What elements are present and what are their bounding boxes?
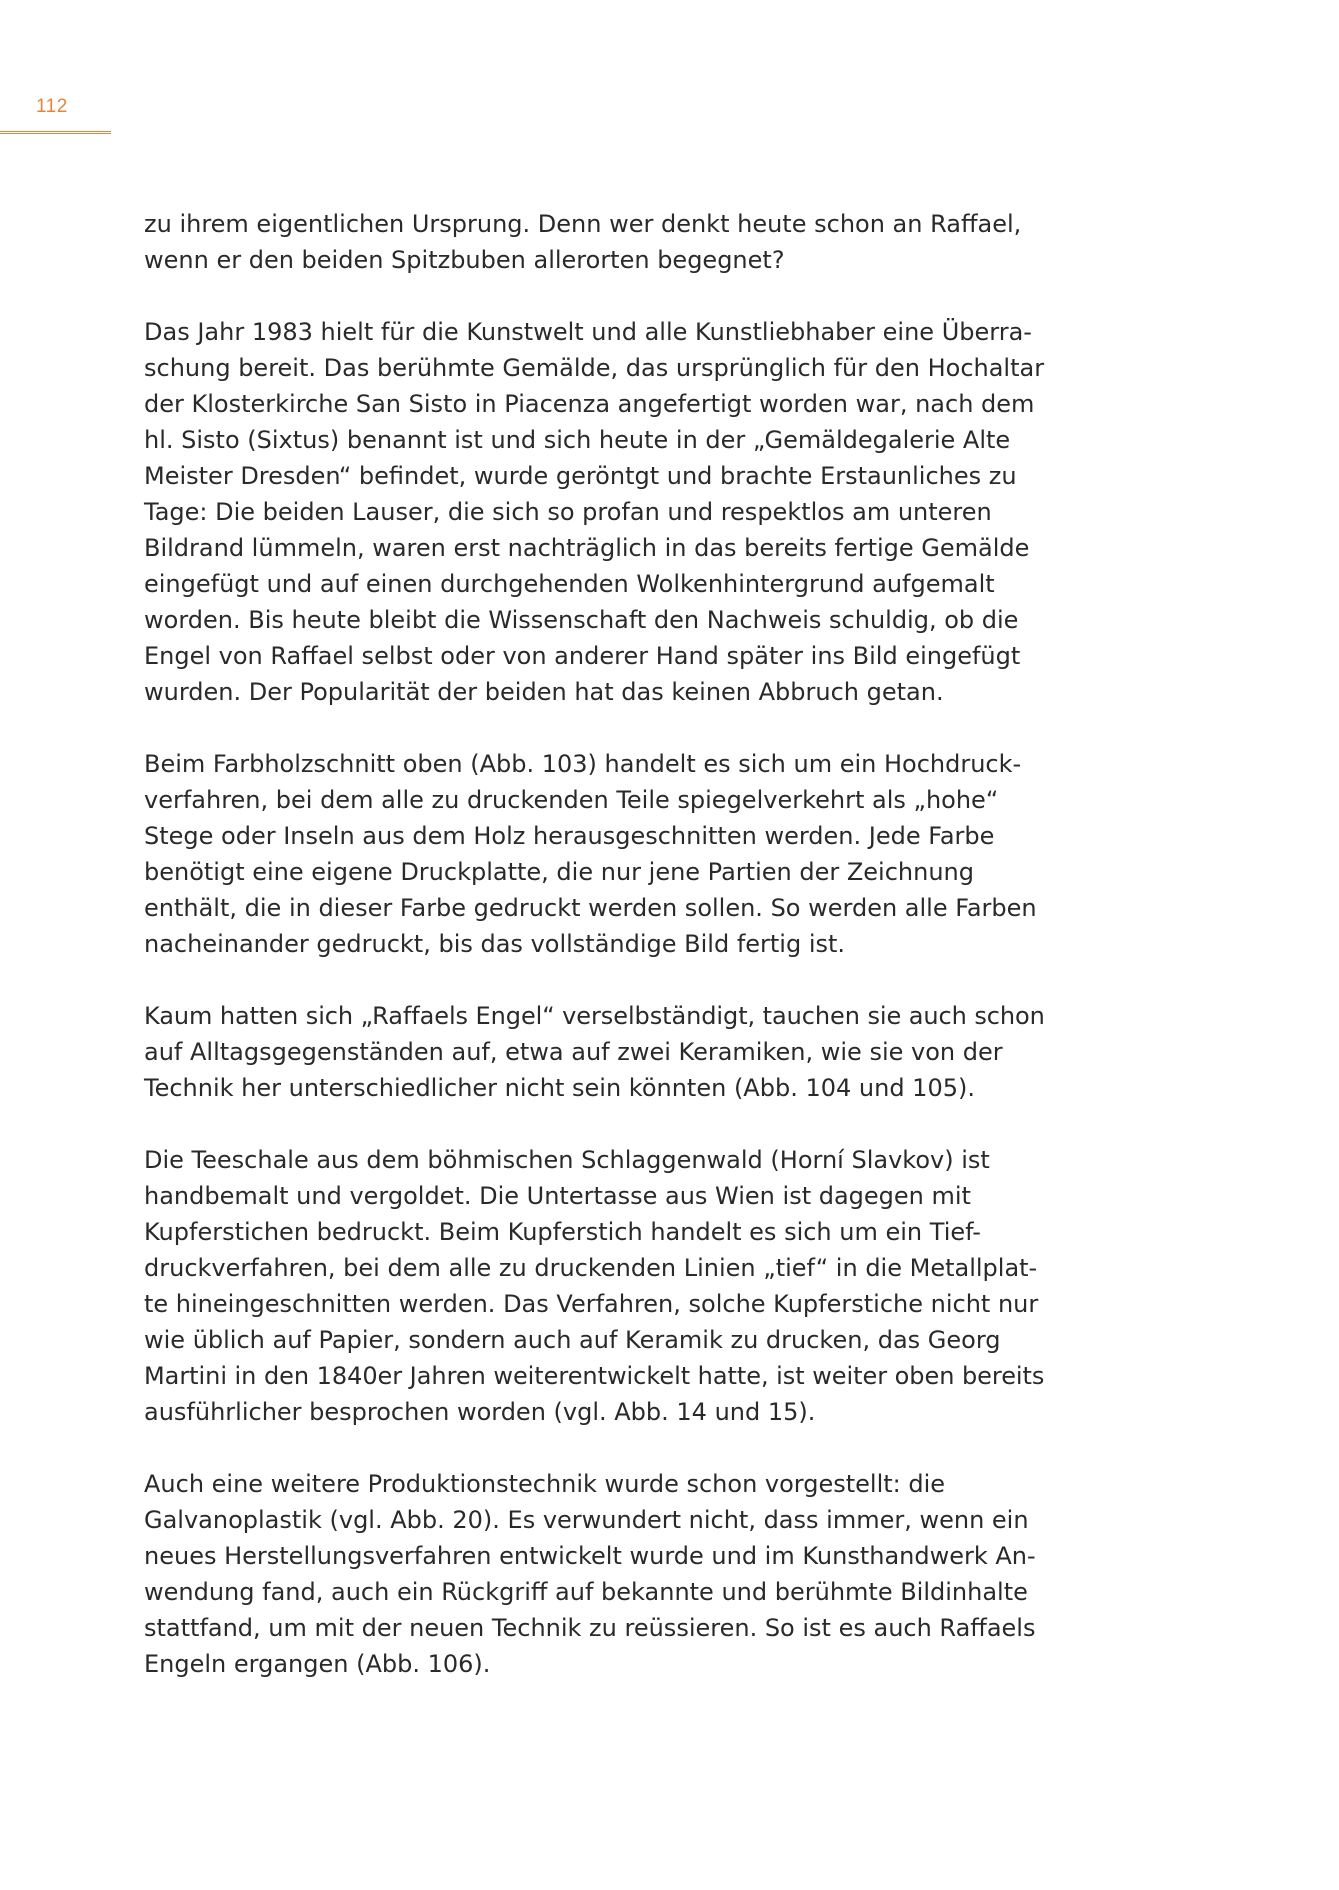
text-line: eingefügt und auf einen durchgehenden Wolkenhintergrund aufgemalt [144,570,995,598]
text-line: Technik her unterschiedlicher nicht sein könnten (Abb. 104 und 105). [144,1074,975,1102]
text-line: Die Teeschale aus dem böhmischen Schlaggenwald (Horní Slavkov) ist [144,1146,990,1174]
text-line: ausführlicher besprochen worden (vgl. Abb. 14 und 15). [144,1398,816,1426]
text-line: Engeln ergangen (Abb. 106). [144,1650,491,1678]
text-line: der Klosterkirche San Sisto in Piacenza angefertigt worden war, nach dem [144,390,1035,418]
text-line: Engel von Raffael selbst oder von anderer Hand später ins Bild eingefügt [144,642,1021,670]
text-line: druckverfahren, bei dem alle zu druckenden Linien „tief“ in die Metallplat- [144,1254,1038,1282]
text-line: verfahren, bei dem alle zu druckenden Teile spiegelverkehrt als „hohe“ [144,786,999,814]
body-text [144,206,1044,1718]
text-line: handbemalt und vergoldet. Die Untertasse aus Wien ist dagegen mit [144,1182,971,1210]
paragraph [144,746,1044,962]
text-line: zu ihrem eigentlichen Ursprung. Denn wer denkt heute schon an Raffael, [144,210,1022,238]
text-line: Galvanoplastik (vgl. Abb. 20). Es verwundert nicht, dass immer, wenn ein [144,1506,1029,1534]
text-line: enthält, die in dieser Farbe gedruckt werden sollen. So werden alle Farben [144,894,1037,922]
text-line: nacheinander gedruckt, bis das vollständige Bild fertig ist. [144,930,846,958]
text-line: wie üblich auf Papier, sondern auch auf Keramik zu drucken, das Georg [144,1326,1001,1354]
text-line: te hineingeschnitten werden. Das Verfahren, solche Kupferstiche nicht nur [144,1290,1039,1318]
text-line: Martini in den 1840er Jahren weiterentwickelt hatte, ist weiter oben bereits [144,1362,1045,1390]
text-line: wenn er den beiden Spitzbuben allerorten begegnet? [144,246,785,274]
text-line: stattfand, um mit der neuen Technik zu reüssieren. So ist es auch Raffaels [144,1614,1036,1642]
paragraph [144,314,1044,710]
text-line: neues Herstellungsverfahren entwickelt wurde und im Kunsthandwerk An- [144,1542,1036,1570]
text-line: hl. Sisto (Sixtus) benannt ist und sich heute in der „Gemäldegalerie Alte [144,426,1011,454]
text-line: benötigt eine eigene Druckplatte, die nur jene Partien der Zeichnung [144,858,974,886]
page-number: 112 [36,96,68,117]
paragraph [144,206,1044,278]
text-line: Beim Farbholzschnitt oben (Abb. 103) handelt es sich um ein Hochdruck- [144,750,1022,778]
text-line: Das Jahr 1983 hielt für die Kunstwelt und alle Kunstliebhaber eine Überra- [144,318,1032,346]
paragraph [144,1142,1044,1430]
text-line: Tage: Die beiden Lauser, die sich so profan und respektlos am unteren [144,498,992,526]
text-line: Auch eine weitere Produktionstechnik wurde schon vorgestellt: die [144,1470,946,1498]
paragraph [144,998,1044,1106]
text-line: Kupferstichen bedruckt. Beim Kupferstich handelt es sich um ein Tief- [144,1218,981,1246]
text-line: Stege oder Inseln aus dem Holz herausgeschnitten werden. Jede Farbe [144,822,995,850]
text-line: auf Alltagsgegenständen auf, etwa auf zwei Keramiken, wie sie von der [144,1038,1003,1066]
paragraph [144,1466,1044,1682]
text-line: Bildrand lümmeln, waren erst nachträglich in das bereits fertige Gemälde [144,534,1030,562]
header-rule [0,131,111,134]
text-line: schung bereit. Das berühmte Gemälde, das ursprünglich für den Hochaltar [144,354,1045,382]
text-line: wurden. Der Popularität der beiden hat das keinen Abbruch getan. [144,678,944,706]
text-line: Meister Dresden“ befindet, wurde geröntgt und brachte Erstaunliches zu [144,462,1017,490]
text-line: Kaum hatten sich „Raffaels Engel“ verselbständigt, tauchen sie auch schon [144,1002,1045,1030]
text-line: wendung fand, auch ein Rückgriff auf bekannte und berühmte Bildinhalte [144,1578,1028,1606]
text-line: worden. Bis heute bleibt die Wissenschaft den Nachweis schuldig, ob die [144,606,1019,634]
